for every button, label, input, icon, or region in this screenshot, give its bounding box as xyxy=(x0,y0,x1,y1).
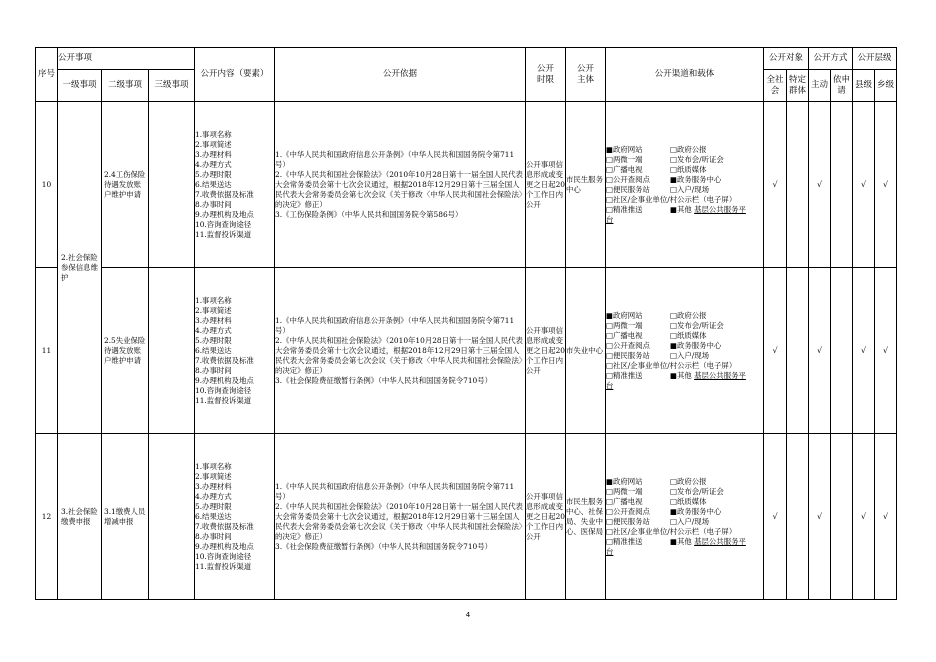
empty-cell xyxy=(831,434,853,600)
header-method-apply: 依申 请 xyxy=(831,70,853,102)
header-target-specific: 特定 群体 xyxy=(787,70,809,102)
header-content: 公开内容（要素） xyxy=(195,48,275,102)
basis-cell: 1.《中华人民共和国政府信息公开条例》（中华人民共和国国务院令第711号） 2.《中华人民共和国社会保险法》（2010年10月28日第十一届全国人民代表大会常务委员会第十七次会议通过，根据2018年12月29日第十三届全国人民代表大会常务委员会第七次会议《关于修改〈中华人民共和国社会保险法〉的决定》修正） 3.《工伤保险条例》（中华人民共和国国务院令第586号） xyxy=(275,102,526,268)
row-level2: 3.1缴费人员增减申报 xyxy=(102,434,149,600)
check-mark: √ xyxy=(809,102,831,268)
row-level2: 2.5失业保险待遇发放账户维护申请 xyxy=(102,268,149,434)
header-target-all: 全社 会 xyxy=(764,70,787,102)
header-method-active: 主动 xyxy=(809,70,831,102)
check-mark: √ xyxy=(764,434,787,600)
channel-list: ■政府网站 □政府公报 □两微一端 □发布会/听证会 □广播电视 □纸质媒体 □公开查阅点 ■政务服务中心 □便民服务站 □入户/现场 □社区/企事业单位/村公示栏（电子屏） □精准推送 ■其他 基层公共服务平 台 xyxy=(606,434,764,600)
row-level3 xyxy=(149,434,195,600)
time-limit: 公开事项信息形成或变更之日起20个工作日内公开 xyxy=(526,268,566,434)
check-mark: √ xyxy=(809,434,831,600)
subject: 市民生服务中心 xyxy=(566,102,606,268)
row-level2: 2.4工伤保险待遇发放账户维护申请 xyxy=(102,102,149,268)
content-list: 1.事项名称 2.事项简述 3.办理材料 4.办理方式 5.办理时限 6.结果送达 7.收费依据及标准 8.办事时间 9.办理机构及地点 10.咨询查询途径 11.监督投诉渠道 xyxy=(195,268,275,434)
header-time-limit: 公开 时限 xyxy=(526,48,566,102)
row-seq: 11 xyxy=(36,268,58,434)
time-limit: 公开事项信息形成或变更之日起20个工作日内公开 xyxy=(526,102,566,268)
header-public-items: 公开事项 xyxy=(58,48,195,70)
basis-cell: 1.《中华人民共和国政府信息公开条例》（中华人民共和国国务院令第711号） 2.《中华人民共和国社会保险法》（2010年10月28日第十一届全国人民代表大会常务委员会第十七次会议通过，根据2018年12月29日第十三届全国人民代表大会常务委员会第七次会议《关于修改〈中华人民共和国社会保险法〉的决定》修正） 3.《社会保险费征缴暂行条例》（中华人民共和国国务院令710号） xyxy=(275,434,526,600)
check-mark: √ xyxy=(853,102,875,268)
subject: 市民生服务中心、社保局、失业中心、医保局 xyxy=(566,434,606,600)
channel-list: ■政府网站 □政府公报 □两微一端 □发布会/听证会 □广播电视 □纸质媒体 □公开查阅点 ■政务服务中心 □便民服务站 □入户/现场 □社区/企事业单位/村公示栏（电子屏） □精准推送 ■其他 基层公共服务平 台 xyxy=(606,102,764,268)
header-channel: 公开渠道和载体 xyxy=(606,48,764,102)
empty-cell xyxy=(787,434,809,600)
row-level3 xyxy=(149,268,195,434)
header-basis: 公开依据 xyxy=(275,48,526,102)
header-subject: 公开 主体 xyxy=(566,48,606,102)
header-level: 公开层级 xyxy=(853,48,897,70)
channel-list: ■政府网站 □政府公报 □两微一端 □发布会/听证会 □广播电视 □纸质媒体 □公开查阅点 ■政务服务中心 □便民服务站 □入户/现场 □社区/企事业单位/村公示栏（电子屏） □精准推送 ■其他 基层公共服务平 台 xyxy=(606,268,764,434)
check-mark: √ xyxy=(764,102,787,268)
table-row xyxy=(36,268,897,434)
header-level-county: 县级 xyxy=(853,70,875,102)
check-mark: √ xyxy=(875,268,897,434)
row-level1: 3.社会保险缴费申报 xyxy=(58,434,102,600)
check-mark: √ xyxy=(853,434,875,600)
content-list: 1.事项名称 2.事项简述 3.办理材料 4.办理方式 5.办理时限 6.结果送达 7.收费依据及标准 8.办事时间 9.办理机构及地点 10.咨询查询途径 11.监督投诉渠道 xyxy=(195,102,275,268)
empty-cell xyxy=(787,102,809,268)
check-mark: √ xyxy=(809,268,831,434)
check-mark: √ xyxy=(875,102,897,268)
time-limit: 公开事项信息形成或变更之日起20个工作日内公开 xyxy=(526,434,566,600)
header-seq: 序号 xyxy=(36,48,58,102)
content-list: 1.事项名称 2.事项简述 3.办理材料 4.办理方式 5.办理时限 6.结果送达 7.收费依据及标准 8.办事时间 9.办理机构及地点 10.咨询查询途径 11.监督投诉渠道 xyxy=(195,434,275,600)
row-level1: 2.社会保险参保信息维护 xyxy=(58,102,102,434)
row-level3 xyxy=(149,102,195,268)
check-mark: √ xyxy=(853,268,875,434)
check-mark: √ xyxy=(764,268,787,434)
empty-cell xyxy=(787,268,809,434)
page-number: 4 xyxy=(465,611,471,619)
table-row xyxy=(36,434,897,600)
empty-cell xyxy=(831,102,853,268)
subject: 市失业中心 xyxy=(566,268,606,434)
header-level3: 三级事项 xyxy=(149,70,195,102)
header-level1: 一级事项 xyxy=(58,70,102,102)
basis-cell: 1.《中华人民共和国政府信息公开条例》（中华人民共和国国务院令第711号） 2.《中华人民共和国社会保险法》（2010年10月28日第十一届全国人民代表大会常务委员会第十七次会议通过，根据2018年12月29日第十三届全国人民代表大会常务委员会第七次会议《关于修改〈中华人民共和国社会保险法〉的决定》修正） 3.《社会保险费征缴暂行条例》（中华人民共和国国务院令710号） xyxy=(275,268,526,434)
disclosure-table xyxy=(35,47,897,600)
header-method: 公开方式 xyxy=(809,48,853,70)
row-seq: 12 xyxy=(36,434,58,600)
header-level-township: 乡级 xyxy=(875,70,897,102)
header-target: 公开对象 xyxy=(764,48,809,70)
table-row xyxy=(36,102,897,268)
row-seq: 10 xyxy=(36,102,58,268)
check-mark: √ xyxy=(875,434,897,600)
empty-cell xyxy=(831,268,853,434)
header-level2: 二级事项 xyxy=(102,70,149,102)
